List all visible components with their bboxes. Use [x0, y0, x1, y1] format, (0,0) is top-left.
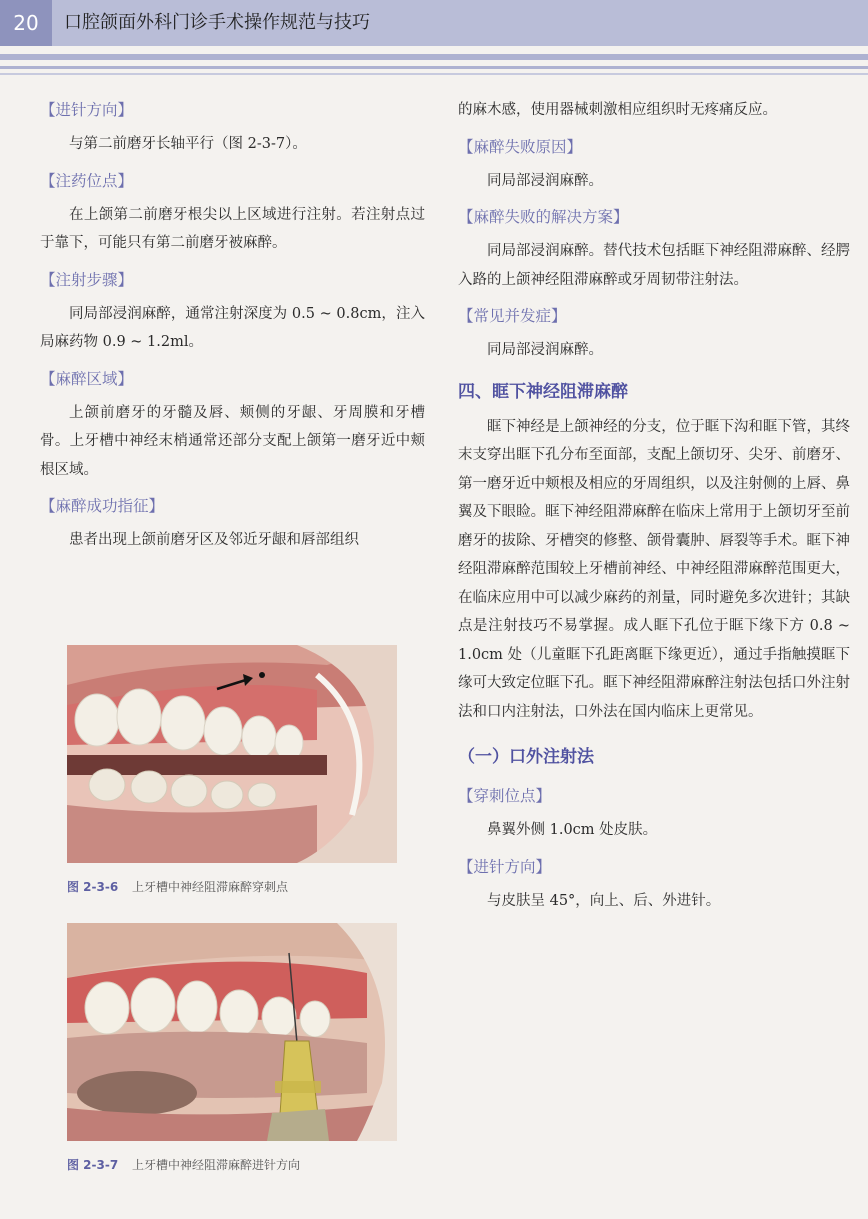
- subheading: 【进针方向】: [40, 101, 134, 119]
- book-title: 口腔颌面外科门诊手术操作规范与技巧: [64, 12, 370, 33]
- subheading: 【麻醉成功指征】: [40, 497, 165, 515]
- subheading: 【麻醉区域】: [40, 369, 134, 388]
- paragraph: 与皮肤呈 45°，向上、后、外进针。: [487, 892, 721, 909]
- figure-number: 图 2-3-6: [67, 880, 119, 894]
- left-column: [40, 92, 425, 555]
- subheading: 【穿刺位点】: [458, 787, 552, 805]
- paragraph: 的麻木感，使用器械刺激相应组织时无疼痛反应。: [458, 102, 777, 118]
- paragraph: 同局部浸润麻醉。: [487, 342, 603, 358]
- page-number: 20: [0, 0, 52, 46]
- figure-photo-needle-direction: [67, 923, 397, 1141]
- paragraph: 在上颌第二前磨牙根尖以上区域进行注射。若注射点过于靠下，可能只有第二前磨牙被麻醉。: [40, 206, 425, 251]
- paragraph: 眶下神经是上颌神经的分支，位于眶下沟和眶下管，其终末支穿出眶下孔分布至面部，支配上颌切牙、尖牙、前磨牙、第一磨牙近中颊根及相应的牙周组织，以及注射侧的上唇、鼻翼及下眼睑。眶下神经阻滞麻醉在临床上常用于上颌切牙至前磨牙的拔除、牙槽突的修整、颌骨囊肿、唇裂等手术。眶下神经阻滞麻醉范围较上牙槽前神经、中神经阻滞麻醉范围更大，在临床应用中可以减少麻药的剂量，同时避免多次进针；其缺点是注射技巧不易掌握。成人眶下孔位于眶下缘下方 0.8 ~ 1.0cm 处（儿童眶下孔距离眶下缘更近），通过手指触摸眶下缘可大致定位眶下孔。眶下神经阻滞麻醉注射法包括口外注射法和口内注射法，口外法在国内临床上更常见。: [458, 418, 850, 720]
- figure-caption: [67, 1156, 300, 1173]
- subheading: 【麻醉失败原因】: [458, 137, 583, 156]
- right-column: [458, 96, 850, 915]
- page-header: [0, 0, 868, 46]
- figure-caption-text: 上牙槽中神经阻滞麻醉穿刺点: [132, 880, 289, 894]
- header-rule: [0, 73, 868, 75]
- figure-photo-puncture-point: [67, 645, 397, 863]
- subheading: 【进针方向】: [458, 857, 552, 876]
- paragraph: 与第二前磨牙长轴平行（图 2-3-7）。: [69, 136, 307, 152]
- paragraph: 同局部浸润麻醉，通常注射深度为 0.5 ~ 0.8cm，注入局麻药物 0.9 ~ 1.2ml。: [40, 305, 425, 350]
- header-rule: [0, 66, 868, 69]
- subheading: 【注射步骤】: [40, 270, 134, 289]
- figure-caption-text: 上牙槽中神经阻滞麻醉进针方向: [132, 1158, 301, 1172]
- paragraph: 同局部浸润麻醉。: [487, 172, 603, 189]
- paragraph: 患者出现上颌前磨牙区及邻近牙龈和唇部组织: [69, 532, 359, 548]
- figure-number: 图 2-3-7: [67, 1158, 119, 1172]
- paragraph: 同局部浸润麻醉。替代技术包括眶下神经阻滞麻醉、经腭入路的上颌神经阻滞麻醉或牙周韧带注射法。: [458, 243, 850, 288]
- figure-caption: [67, 878, 288, 895]
- subheading: 【常见并发症】: [458, 307, 567, 325]
- subsection-heading: （一）口外注射法: [458, 747, 594, 767]
- subheading: 【麻醉失败的解决方案】: [458, 208, 629, 226]
- subheading: 【注药位点】: [40, 171, 134, 190]
- paragraph: 鼻翼外侧 1.0cm 处皮肤。: [487, 822, 658, 838]
- header-rule: [0, 54, 868, 60]
- paragraph: 上颌前磨牙的牙髓及唇、颊侧的牙龈、牙周膜和牙槽骨。上牙槽中神经末梢通常还部分支配上颌第一磨牙近中颊根区域。: [40, 404, 425, 478]
- section-heading: 四、眶下神经阻滞麻醉: [458, 381, 628, 402]
